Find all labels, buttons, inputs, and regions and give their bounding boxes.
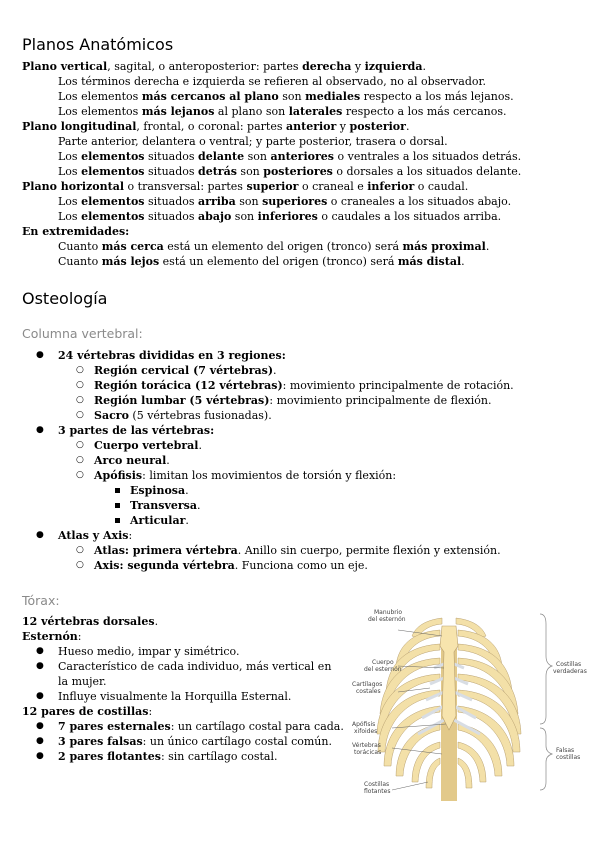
list-item: Hueso medio, impar y simétrico. [58, 645, 240, 658]
bullet-square-icon [115, 488, 120, 493]
text-line: Parte anterior, delantera o ventral; y parte posterior, trasera o dorsal. [58, 135, 448, 148]
bullet-square-icon [115, 518, 120, 523]
figure-label: Costillas [364, 781, 390, 788]
bullet-dot-icon: ● [36, 751, 44, 761]
list-item-continuation: la mujer. [58, 675, 107, 688]
plano-vertical-line: Plano vertical, sagital, o anteroposterior: partes derecha y izquierda. [22, 60, 426, 73]
list-item: 3 partes de las vértebras: [58, 424, 215, 437]
section-title-osteologia: Osteología [22, 289, 108, 308]
list-item: Transversa. [130, 499, 201, 512]
text-line: Los elementos situados abajo son inferiores o caudales a los situados arriba. [58, 210, 502, 223]
bullet-circle-icon: ○ [76, 365, 84, 375]
figure-label: del esternón [368, 616, 406, 623]
figure-label: torácicas [354, 749, 382, 756]
plano-horizontal-line: Plano horizontal o transversal: partes superior o craneal e inferior o caudal. [22, 180, 469, 193]
bullet-dot-icon: ● [36, 646, 44, 656]
extremidades-label: En extremidades: [22, 225, 130, 238]
figure-label: Cuerpo [372, 659, 394, 666]
figure-label: Falsas [556, 747, 575, 754]
text-line: Los términos derecha e izquierda se refieren al observado, no al observador. [58, 75, 487, 88]
bullet-dot-icon: ● [36, 691, 44, 701]
list-item: 7 pares esternales: un cartílago costal para cada. [58, 720, 344, 733]
list-item: Cuerpo vertebral. [94, 439, 202, 452]
list-item: 24 vértebras divididas en 3 regiones: [58, 349, 286, 362]
text-line: 12 pares de costillas: [22, 705, 153, 718]
list-item: Atlas: primera vértebra. Anillo sin cuerpo, permite flexión y extensión. [94, 544, 501, 557]
list-item: Apófisis: limitan los movimientos de torsión y flexión: [94, 469, 397, 482]
bullet-dot-icon: ● [36, 530, 44, 540]
bullet-circle-icon: ○ [76, 455, 84, 465]
bullet-circle-icon: ○ [76, 545, 84, 555]
text-line: Los elementos situados delante son anteriores o ventrales a los situados detrás. [58, 150, 522, 163]
text-line: Los elementos más lejanos al plano son laterales respecto a los más cercanos. [58, 105, 507, 118]
figure-label: flotantes [364, 788, 391, 795]
bullet-circle-icon: ○ [76, 470, 84, 480]
list-item: Articular. [130, 514, 189, 527]
bullet-circle-icon: ○ [76, 440, 84, 450]
figure-label: verdaderas [553, 668, 587, 675]
list-item: Sacro (5 vértebras fusionadas). [94, 409, 272, 422]
list-item: Característico de cada individuo, más vertical en [58, 660, 332, 673]
plano-longitudinal-line: Plano longitudinal, frontal, o coronal: partes anterior y posterior. [22, 120, 410, 133]
figure-label: Apófisis [352, 721, 376, 728]
brace-shape [540, 614, 552, 724]
figure-label: Vértebras [352, 742, 381, 749]
bullet-circle-icon: ○ [76, 410, 84, 420]
bullet-dot-icon: ● [36, 721, 44, 731]
text-line: 12 vértebras dorsales. [22, 615, 159, 628]
rib-cage-illustration [346, 606, 596, 804]
list-item: Región lumbar (5 vértebras): movimiento principalmente de flexión. [94, 394, 492, 407]
bullet-dot-icon: ● [36, 425, 44, 435]
figure-label: costales [356, 688, 381, 695]
text-line: Cuanto más lejos está un elemento del origen (tronco) será más distal. [58, 255, 465, 268]
brace-shape [540, 728, 552, 790]
text-line: Los elementos más cercanos al plano son mediales respecto a los más lejanos. [58, 90, 514, 103]
list-item: Arco neural. [94, 454, 170, 467]
list-item: Atlas y Axis: [58, 529, 133, 542]
list-item: Región torácica (12 vértebras): movimiento principalmente de rotación. [94, 379, 514, 392]
text-line: Esternón: [22, 630, 82, 643]
list-item: 3 pares falsas: un único cartílago costal común. [58, 735, 332, 748]
subsection-title-torax: Tórax: [22, 593, 60, 608]
list-item: Espinosa. [130, 484, 189, 497]
text-line: Los elementos situados detrás son posteriores o dorsales a los situados delante. [58, 165, 522, 178]
bullet-dot-icon: ● [36, 661, 44, 671]
list-item: Región cervical (7 vértebras). [94, 364, 277, 377]
figure-label: Costillas [556, 661, 582, 668]
text-line: Los elementos situados arriba son superiores o craneales a los situados abajo. [58, 195, 512, 208]
text-line: Cuanto más cerca está un elemento del origen (tronco) será más proximal. [58, 240, 490, 253]
bullet-circle-icon: ○ [76, 395, 84, 405]
figure-label: xifoides [354, 728, 378, 735]
section-title-planos: Planos Anatómicos [22, 35, 174, 54]
subsection-title-columna: Columna vertebral: [22, 326, 143, 341]
bullet-circle-icon: ○ [76, 560, 84, 570]
figure-label: Manubrio [374, 609, 403, 616]
figure-label: costillas [556, 754, 581, 761]
bullet-square-icon [115, 503, 120, 508]
list-item: Influye visualmente la Horquilla Esternal. [58, 690, 292, 703]
list-item: Axis: segunda vértebra. Funciona como un eje. [94, 559, 368, 572]
bullet-dot-icon: ● [36, 350, 44, 360]
list-item: 2 pares flotantes: sin cartílago costal. [58, 750, 278, 763]
figure-label: del esternón [364, 666, 402, 673]
bullet-circle-icon: ○ [76, 380, 84, 390]
bullet-dot-icon: ● [36, 736, 44, 746]
figure-label: Cartílagos [352, 681, 383, 688]
